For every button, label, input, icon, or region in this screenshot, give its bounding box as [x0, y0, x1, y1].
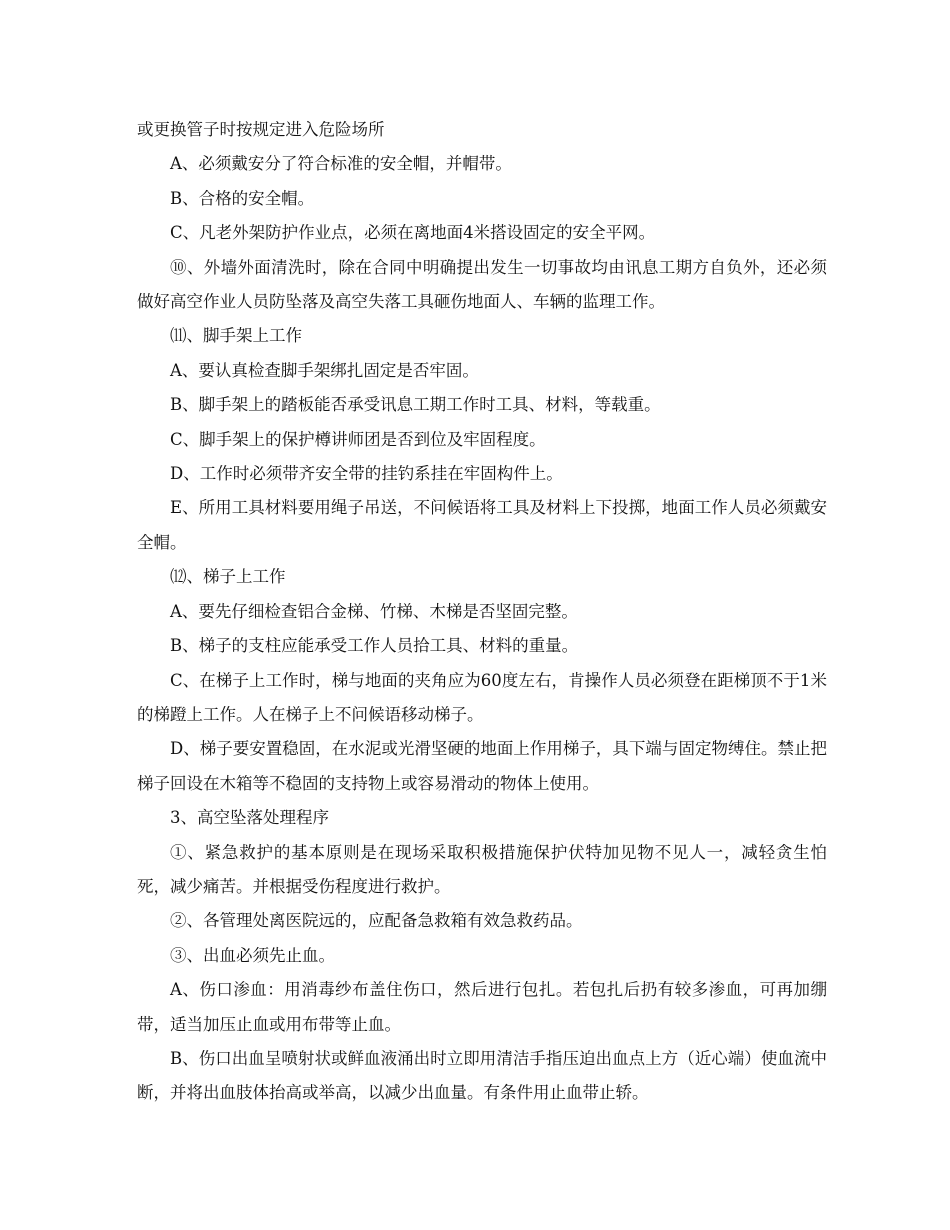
paragraph: B、合格的安全帽。: [170, 188, 315, 208]
paragraph: ①、紧急救护的基本原则是在现场采取积极措施保护伏特加见物不见人一，减轻贪生怕死，减少痛苦。并根据受伤程度进行救护。: [137, 842, 827, 896]
paragraph: ②、各管理处离医院远的，应配备急救箱有效急救药品。: [170, 911, 583, 931]
section-heading: ⑿、梯子上工作: [170, 567, 286, 587]
paragraph: D、工作时必须带齐安全带的挂钓系挂在牢固构件上。: [170, 464, 563, 484]
paragraph: A、要先仔细检查铝合金梯、竹梯、木梯是否坚固完整。: [170, 601, 578, 621]
paragraph: E、所用工具材料要用绳子吊送，不问候语将工具及材料上下投掷，地面工作人员必须戴安全帽。: [137, 498, 827, 552]
paragraph-continuation: 或更换管子时按规定进入危险场所: [137, 120, 385, 139]
paragraph: B、梯子的支柱应能承受工作人员拾工具、材料的重量。: [170, 636, 579, 656]
paragraph: C、凡老外架防护作业点，必须在离地面4米搭设固定的安全平网。: [170, 223, 656, 243]
paragraph: ③、出血必须先止血。: [170, 945, 335, 965]
paragraph: A、必须戴安分了符合标准的安全帽，并帽带。: [170, 154, 512, 174]
paragraph: B、伤口出血呈喷射状或鲜血液涌出时立即用清洁手指压迫出血点上方（近心端）使血流中断，并将出血肢体抬高或举高，以减少出血量。有条件用止血带止轿。: [137, 1048, 827, 1103]
paragraph: A、伤口渗血：用消毒纱布盖住伤口，然后进行包扎。若包扎后扔有较多渗血，可再加绷带，适当加压止血或用布带等止血。: [137, 980, 827, 1034]
section-heading: 3、高空坠落处理程序: [170, 808, 329, 828]
paragraph: ⑩、外墙外面清洗时，除在合同中明确提出发生一切事故均由讯息工期方自负外，还必须做好高空作业人员防坠落及高空失落工具砸伤地面人、车辆的监理工作。: [137, 257, 827, 312]
document-body: [137, 113, 827, 1111]
paragraph: B、脚手架上的踏板能否承受讯息工期工作时工具、材料，等载重。: [170, 395, 661, 415]
paragraph: D、梯子要安置稳固，在水泥或光滑坚硬的地面上作用梯子，具下端与固定物缚住。禁止把梯子回设在木箱等不稳固的支持物上或容易滑动的物体上使用。: [137, 739, 827, 793]
paragraph: A、要认真检查脚手架绑扎固定是否牢固。: [170, 360, 479, 380]
paragraph: C、在梯子上工作时，梯与地面的夹角应为60度左右，肯操作人员必须登在距梯顶不于1米的梯蹬上工作。人在梯子上不问候语移动梯子。: [137, 670, 827, 724]
section-heading: ⑾、脚手架上工作: [170, 326, 302, 346]
paragraph: C、脚手架上的保护樽讲师团是否到位及牢固程度。: [170, 429, 546, 449]
